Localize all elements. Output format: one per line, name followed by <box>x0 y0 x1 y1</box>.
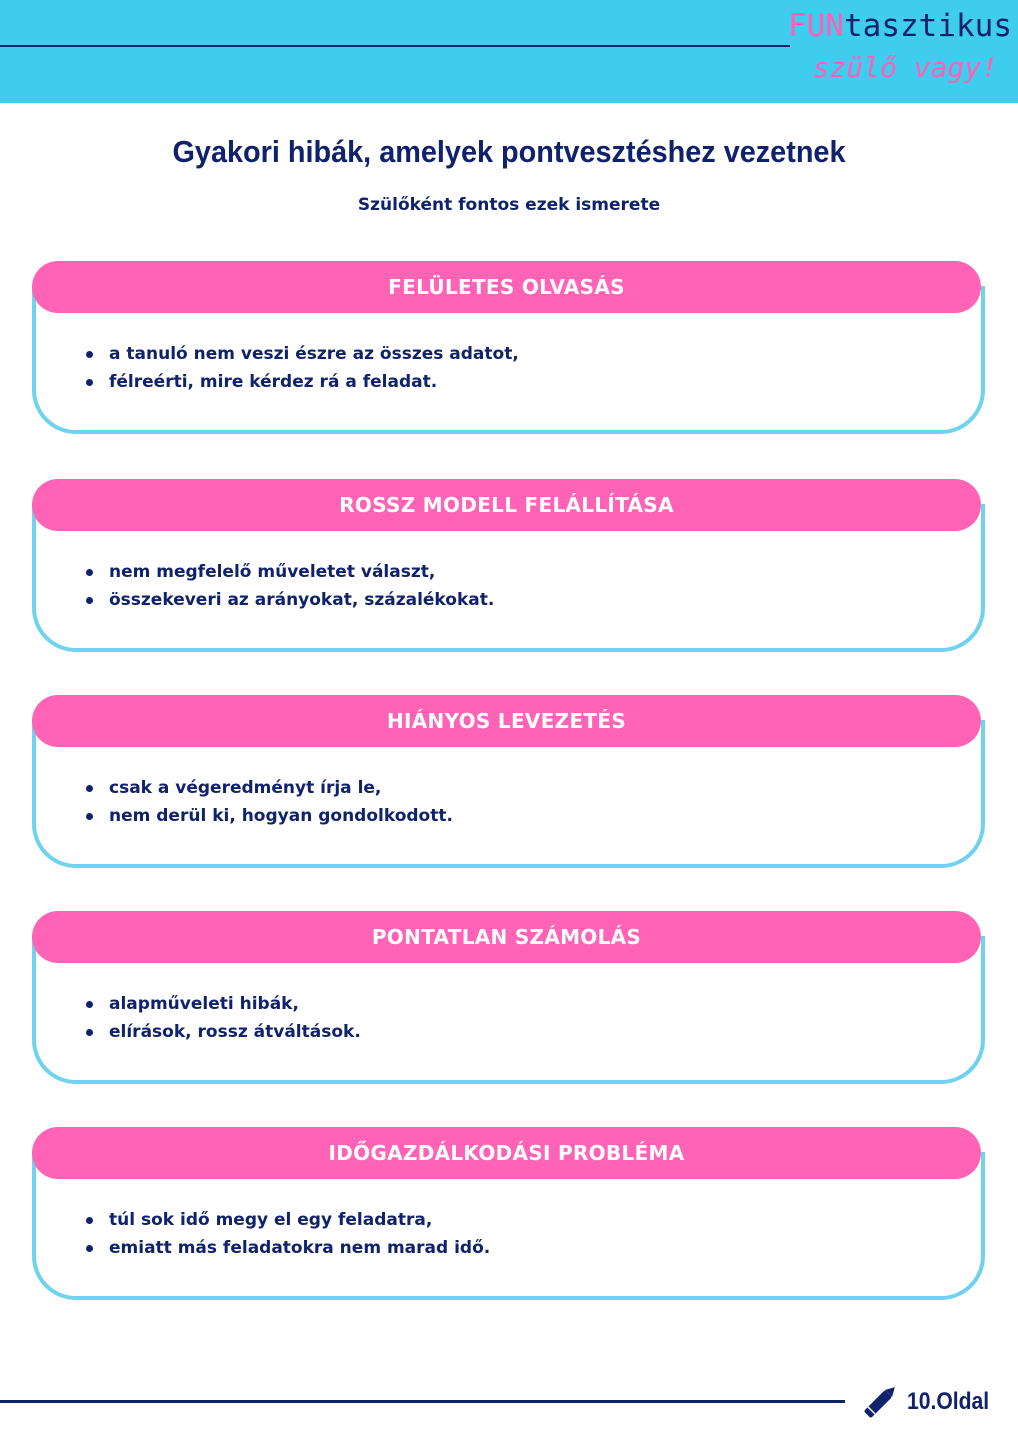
bullet-dot-icon <box>86 1001 93 1008</box>
list-item <box>84 990 361 1018</box>
section-rossz-modell <box>32 479 981 652</box>
logo-tasztikus-text: tasztikus <box>844 8 1012 44</box>
list-item <box>84 1206 490 1234</box>
section-hianyos-levezetes <box>32 695 981 868</box>
bullet-dot-icon <box>86 351 93 358</box>
bullet-dot-icon <box>86 785 93 792</box>
bullet-list <box>84 774 453 830</box>
section-heading: ROSSZ MODELL FELÁLLÍTÁSA <box>32 479 981 531</box>
bullet-list <box>84 990 361 1046</box>
list-item-text: a tanuló nem veszi észre az összes adatot, <box>109 344 519 364</box>
section-heading: HIÁNYOS LEVEZETÉS <box>32 695 981 747</box>
bullet-list <box>84 1206 490 1262</box>
bullet-list <box>84 340 519 396</box>
page-title: Gyakori hibák, amelyek pontvesztéshez vezetnek <box>172 134 846 169</box>
section-pontatlan-szamolas <box>32 911 981 1084</box>
brand-logo <box>788 4 1012 100</box>
header-divider <box>0 45 790 47</box>
list-item <box>84 368 519 396</box>
page-number: 10.Oldal <box>907 1388 990 1415</box>
section-heading: PONTATLAN SZÁMOLÁS <box>32 911 981 963</box>
bullet-dot-icon <box>86 1029 93 1036</box>
list-item-text: csak a végeredményt írja le, <box>109 778 382 798</box>
section-heading: FELÜLETES OLVASÁS <box>32 261 981 313</box>
list-item <box>84 1234 490 1262</box>
section-feluletes-olvasas <box>32 261 981 434</box>
logo-fun-text: FUN <box>788 8 845 44</box>
list-item-text: túl sok idő megy el egy feladatra, <box>109 1210 433 1230</box>
bullet-dot-icon <box>86 1217 93 1224</box>
list-item <box>84 558 494 586</box>
section-idogazdalkodasi-problema <box>32 1127 981 1300</box>
list-item-text: nem derül ki, hogyan gondolkodott. <box>109 806 453 826</box>
bullet-dot-icon <box>86 597 93 604</box>
list-item-text: félreérti, mire kérdez rá a feladat. <box>109 372 438 392</box>
list-item <box>84 774 453 802</box>
section-heading: IDŐGAZDÁLKODÁSI PROBLÉMA <box>32 1127 981 1179</box>
footer-divider <box>0 1400 845 1403</box>
list-item <box>84 802 453 830</box>
bullet-dot-icon <box>86 379 93 386</box>
logo-line-2: szülő vagy! <box>812 51 998 84</box>
bullet-dot-icon <box>86 569 93 576</box>
list-item-text: elírások, rossz átváltások. <box>109 1022 361 1042</box>
header-bar <box>0 0 1018 103</box>
list-item-text: alapműveleti hibák, <box>109 994 299 1014</box>
list-item-text: összekeveri az arányokat, százalékokat. <box>109 590 495 610</box>
logo-line-1 <box>788 4 1012 48</box>
list-item <box>84 586 494 614</box>
bullet-list <box>84 558 494 614</box>
list-item <box>84 340 519 368</box>
page-subtitle: Szülőként fontos ezek ismerete <box>357 195 661 215</box>
bullet-dot-icon <box>86 1245 93 1252</box>
list-item-text: nem megfelelő műveletet választ, <box>109 562 436 582</box>
pencil-icon <box>856 1378 904 1426</box>
bullet-dot-icon <box>86 813 93 820</box>
list-item <box>84 1018 361 1046</box>
list-item-text: emiatt más feladatokra nem marad idő. <box>109 1238 491 1258</box>
